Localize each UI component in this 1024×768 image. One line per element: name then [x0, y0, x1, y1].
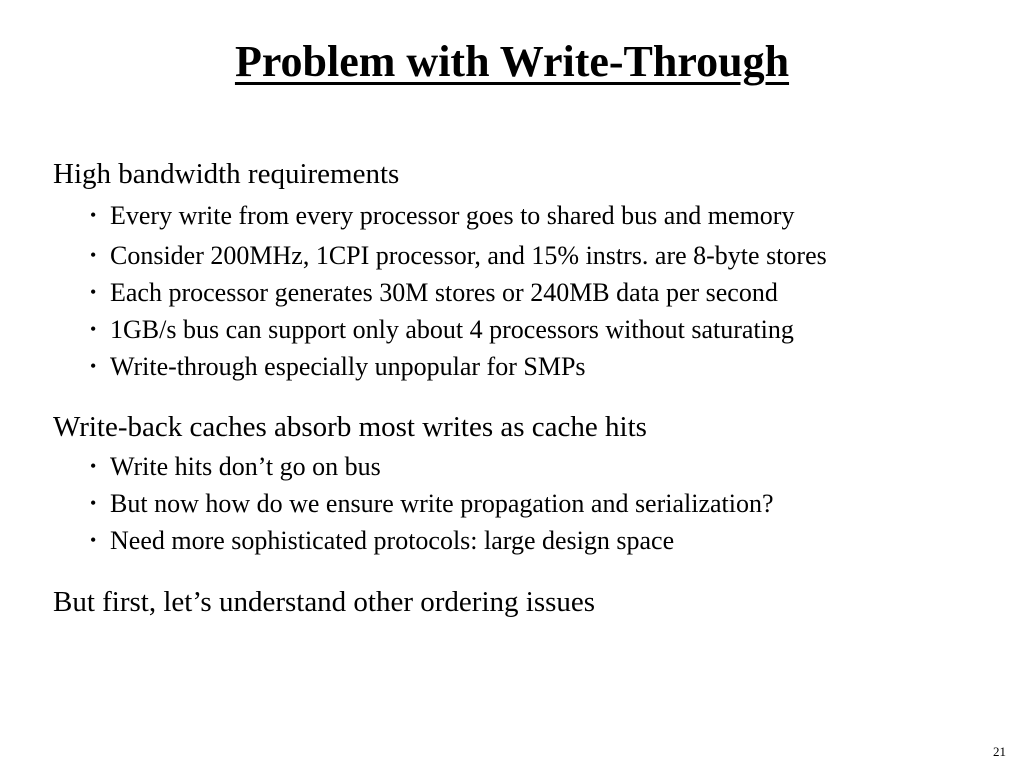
bullet-glyph: •: [90, 356, 97, 376]
bullet-text: Each processor generates 30M stores or 240MB data per second: [110, 278, 778, 307]
bullet-text: Need more sophisticated protocols: large design space: [110, 526, 675, 555]
bullet-glyph: •: [90, 530, 97, 550]
bullet-text: 1GB/s bus can support only about 4 processors without saturating: [110, 315, 794, 344]
bullet-item: [90, 488, 774, 519]
bullet-item: [90, 314, 794, 345]
bullet-text: Every write from every processor goes to shared bus and memory: [110, 201, 795, 230]
section-heading-bandwidth: High bandwidth requirements: [53, 158, 400, 190]
bullet-item: [90, 525, 674, 556]
bullet-item: [90, 451, 381, 482]
slide-title-text: Problem with Write-Through: [234, 37, 790, 86]
bullet-glyph: •: [90, 456, 97, 476]
bullet-glyph: •: [90, 205, 97, 225]
page-number: 21: [993, 744, 1006, 759]
bullet-text: Write-through especially unpopular for SMPs: [110, 352, 586, 381]
section-heading-ordering: But first, let’s understand other ordering issues: [53, 586, 596, 618]
bullet-text: Write hits don’t go on bus: [110, 452, 381, 481]
bullet-item: [90, 351, 586, 382]
bullet-glyph: •: [90, 282, 97, 302]
section-heading-write-back: Write-back caches absorb most writes as cache hits: [53, 411, 647, 443]
bullet-glyph: •: [90, 245, 97, 265]
bullet-item: [90, 277, 778, 308]
bullet-glyph: •: [90, 493, 97, 513]
bullet-text: Consider 200MHz, 1CPI processor, and 15% instrs. are 8-byte stores: [110, 241, 827, 270]
bullet-glyph: •: [90, 319, 97, 339]
bullet-item: [90, 200, 794, 231]
slide-title: [0, 36, 1024, 88]
bullet-item: [90, 240, 827, 271]
bullet-text: But now how do we ensure write propagation and serialization?: [110, 489, 774, 518]
